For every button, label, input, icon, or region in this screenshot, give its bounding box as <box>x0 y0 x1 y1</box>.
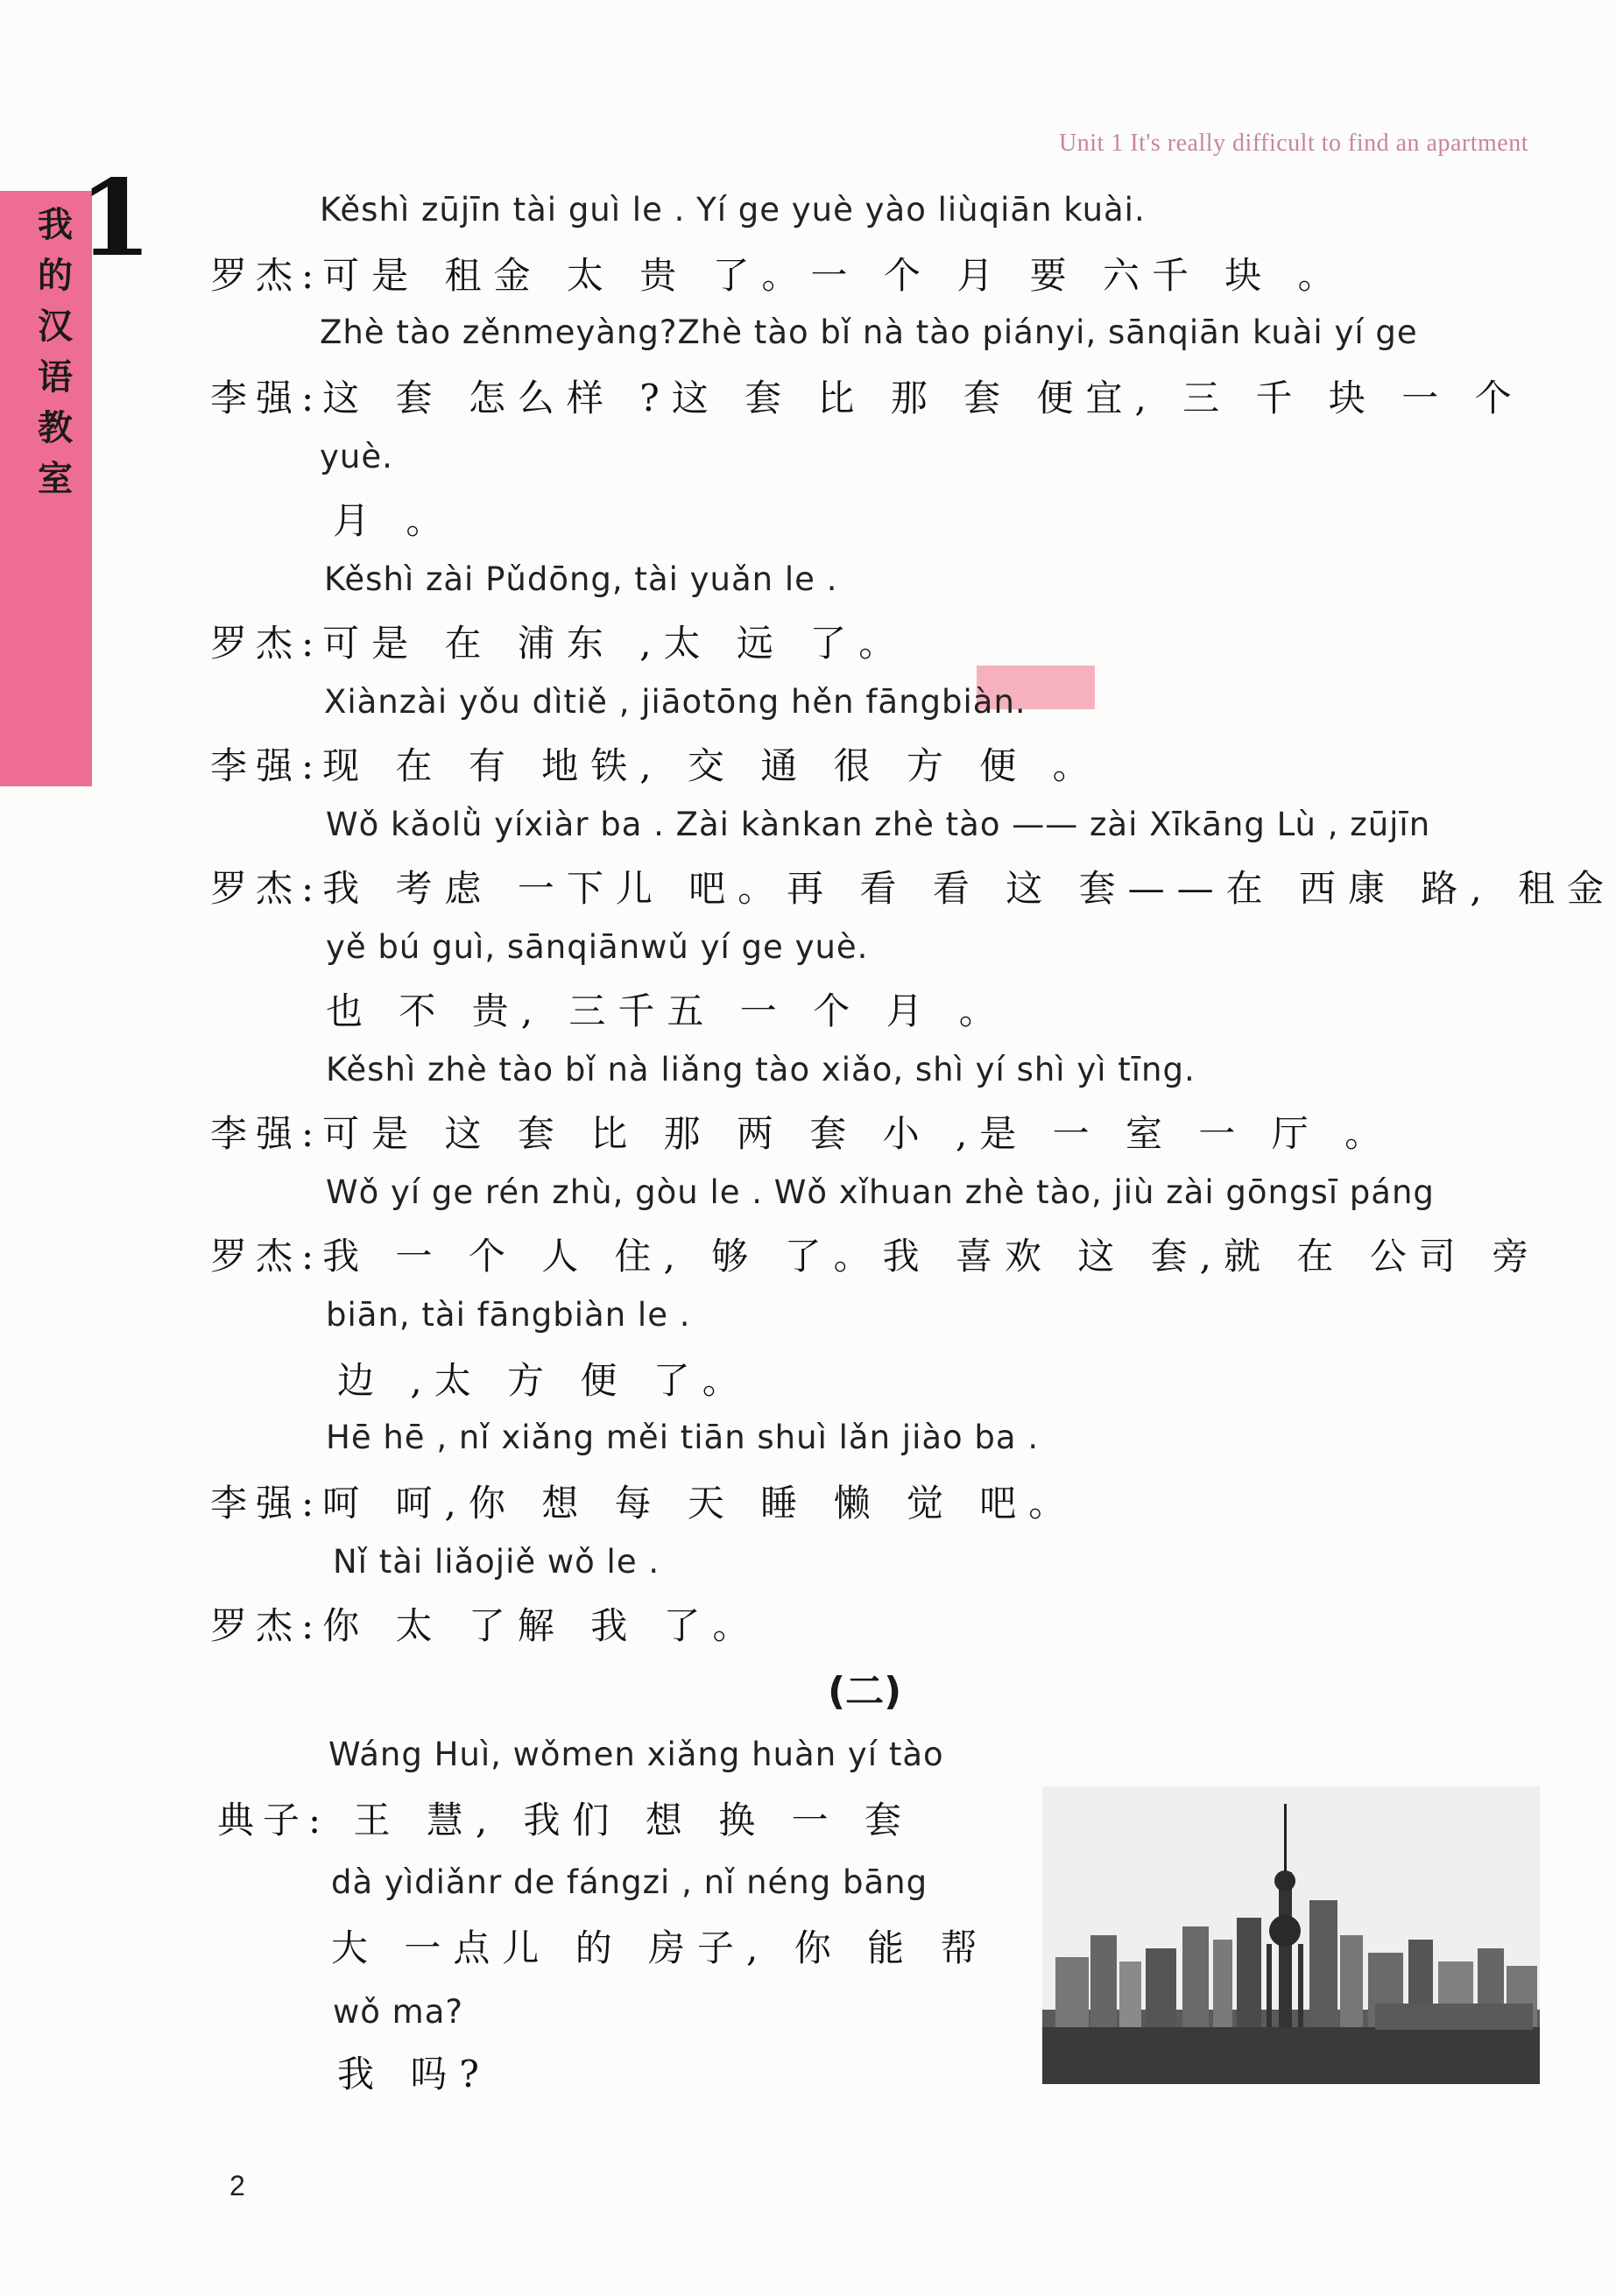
dialogue-text: 我 考虑 一下儿 吧。再 看 看 这 套——在 西康 路, 租金 <box>322 867 1616 910</box>
dialogue-line <box>210 1475 1077 1527</box>
page-number: 2 <box>229 2170 245 2201</box>
dialogue-line <box>210 860 1616 912</box>
speaker-label: 李强: <box>210 744 323 787</box>
dialogue-line <box>210 1228 1541 1280</box>
pinyin-line: Nǐ tài liǎojiě wǒ le . <box>333 1543 660 1581</box>
pinyin-line: Wǒ yí ge rén zhù, gòu le . Wǒ xǐhuan zhè tào, jiù zài gōngsī páng <box>326 1173 1435 1211</box>
pinyin-line: Wáng Huì, wǒmen xiǎng huàn yí tào <box>328 1736 944 1773</box>
speaker-label: 罗杰: <box>210 1235 323 1278</box>
dialogue-text: 呵 呵,你 想 每 天 睡 懒 觉 吧。 <box>322 1482 1078 1525</box>
dialogue-text: 大 一点儿 的 房子, 你 能 帮 <box>331 1926 990 1969</box>
pinyin-line: Hē hē , nǐ xiǎng měi tiān shuì lǎn jiào ba . <box>326 1419 1040 1456</box>
unit-running-header: Unit 1 It's really difficult to find an apartment <box>1058 130 1528 157</box>
pinyin-line: Zhè tào zěnmeyàng?Zhè tào bǐ nà tào piányi, sānqiān kuài yí ge <box>320 313 1418 351</box>
pinyin-line: Kěshì zài Pǔdōng, tài yuǎn le . <box>324 560 838 598</box>
dialogue-text: 王 慧, 我们 想 换 一 套 <box>329 1799 914 1842</box>
dialogue-text: 可是 租金 太 贵 了。一 个 月 要 六千 块 。 <box>322 254 1347 297</box>
section-marker: (二) <box>828 1669 902 1714</box>
unit-number: 1 <box>79 157 152 280</box>
speaker-label: 罗杰: <box>210 867 323 910</box>
dialogue-text: 月 。 <box>333 499 455 542</box>
pinyin-line: Xiànzài yǒu dìtiě , jiāotōng hěn fāngbiàn. <box>324 683 1027 721</box>
dialogue-text: 也 不 贵, 三千五 一 个 月 。 <box>326 990 1008 1032</box>
dialogue-text: 现 在 有 地铁, 交 通 很 方 便 。 <box>322 744 1102 787</box>
dialogue-line <box>210 247 1347 299</box>
dialogue-text: 这 套 怎么样 ?这 套 比 那 套 便宜, 三 千 块 一 个 <box>322 377 1524 419</box>
dialogue-text: 我 一 个 人 住, 够 了。我 喜欢 这 套,就 在 公司 旁 <box>322 1235 1542 1278</box>
pinyin-line: yuè. <box>320 438 393 475</box>
dialogue-text: 我 吗? <box>337 2053 491 2095</box>
speaker-label: 典子: <box>217 1799 330 1842</box>
dialogue-line <box>210 1105 1394 1158</box>
dialogue-text: 你 太 了解 我 了。 <box>322 1604 762 1647</box>
dialogue-line <box>210 1597 762 1650</box>
pinyin-line: dà yìdiǎnr de fángzi , nǐ néng bāng <box>331 1863 928 1901</box>
skyline-photo <box>1042 1786 1540 2084</box>
dialogue-line <box>210 737 1102 790</box>
pinyin-line: Kěshì zūjīn tài guì le . Yí ge yuè yào liùqiān kuài. <box>320 191 1146 229</box>
dialogue-line <box>210 370 1524 422</box>
dialogue-text: 可是 在 浦东 ,太 远 了。 <box>322 622 908 665</box>
speaker-label: 罗杰: <box>210 622 323 665</box>
speaker-label: 李强: <box>210 1112 323 1155</box>
pinyin-line: Wǒ kǎolǜ yíxiàr ba . Zài kànkan zhè tào —— zài Xīkāng Lù , zūjīn <box>326 806 1431 843</box>
dialogue-line <box>210 615 907 667</box>
pinyin-line: biān, tài fāngbiàn le . <box>326 1296 691 1334</box>
speaker-label: 李强: <box>210 1482 323 1525</box>
dialogue-text: 可是 这 套 比 那 两 套 小 ,是 一 室 一 厅 。 <box>322 1112 1394 1155</box>
dialogue-line <box>217 1792 914 1844</box>
pinyin-line: wǒ ma? <box>333 1993 464 2031</box>
speaker-label: 李强: <box>210 377 323 419</box>
pinyin-line: Kěshì zhè tào bǐ nà liǎng tào xiǎo, shì yí shì yì tīng. <box>326 1051 1196 1088</box>
speaker-label: 罗杰: <box>210 1604 323 1647</box>
pinyin-line: yě bú guì, sānqiānwǔ yí ge yuè. <box>326 928 869 966</box>
dialogue-text: 边 ,太 方 便 了。 <box>337 1359 752 1402</box>
speaker-label: 罗杰: <box>210 254 323 297</box>
side-tab-label: 我的汉语教室 <box>38 205 73 499</box>
